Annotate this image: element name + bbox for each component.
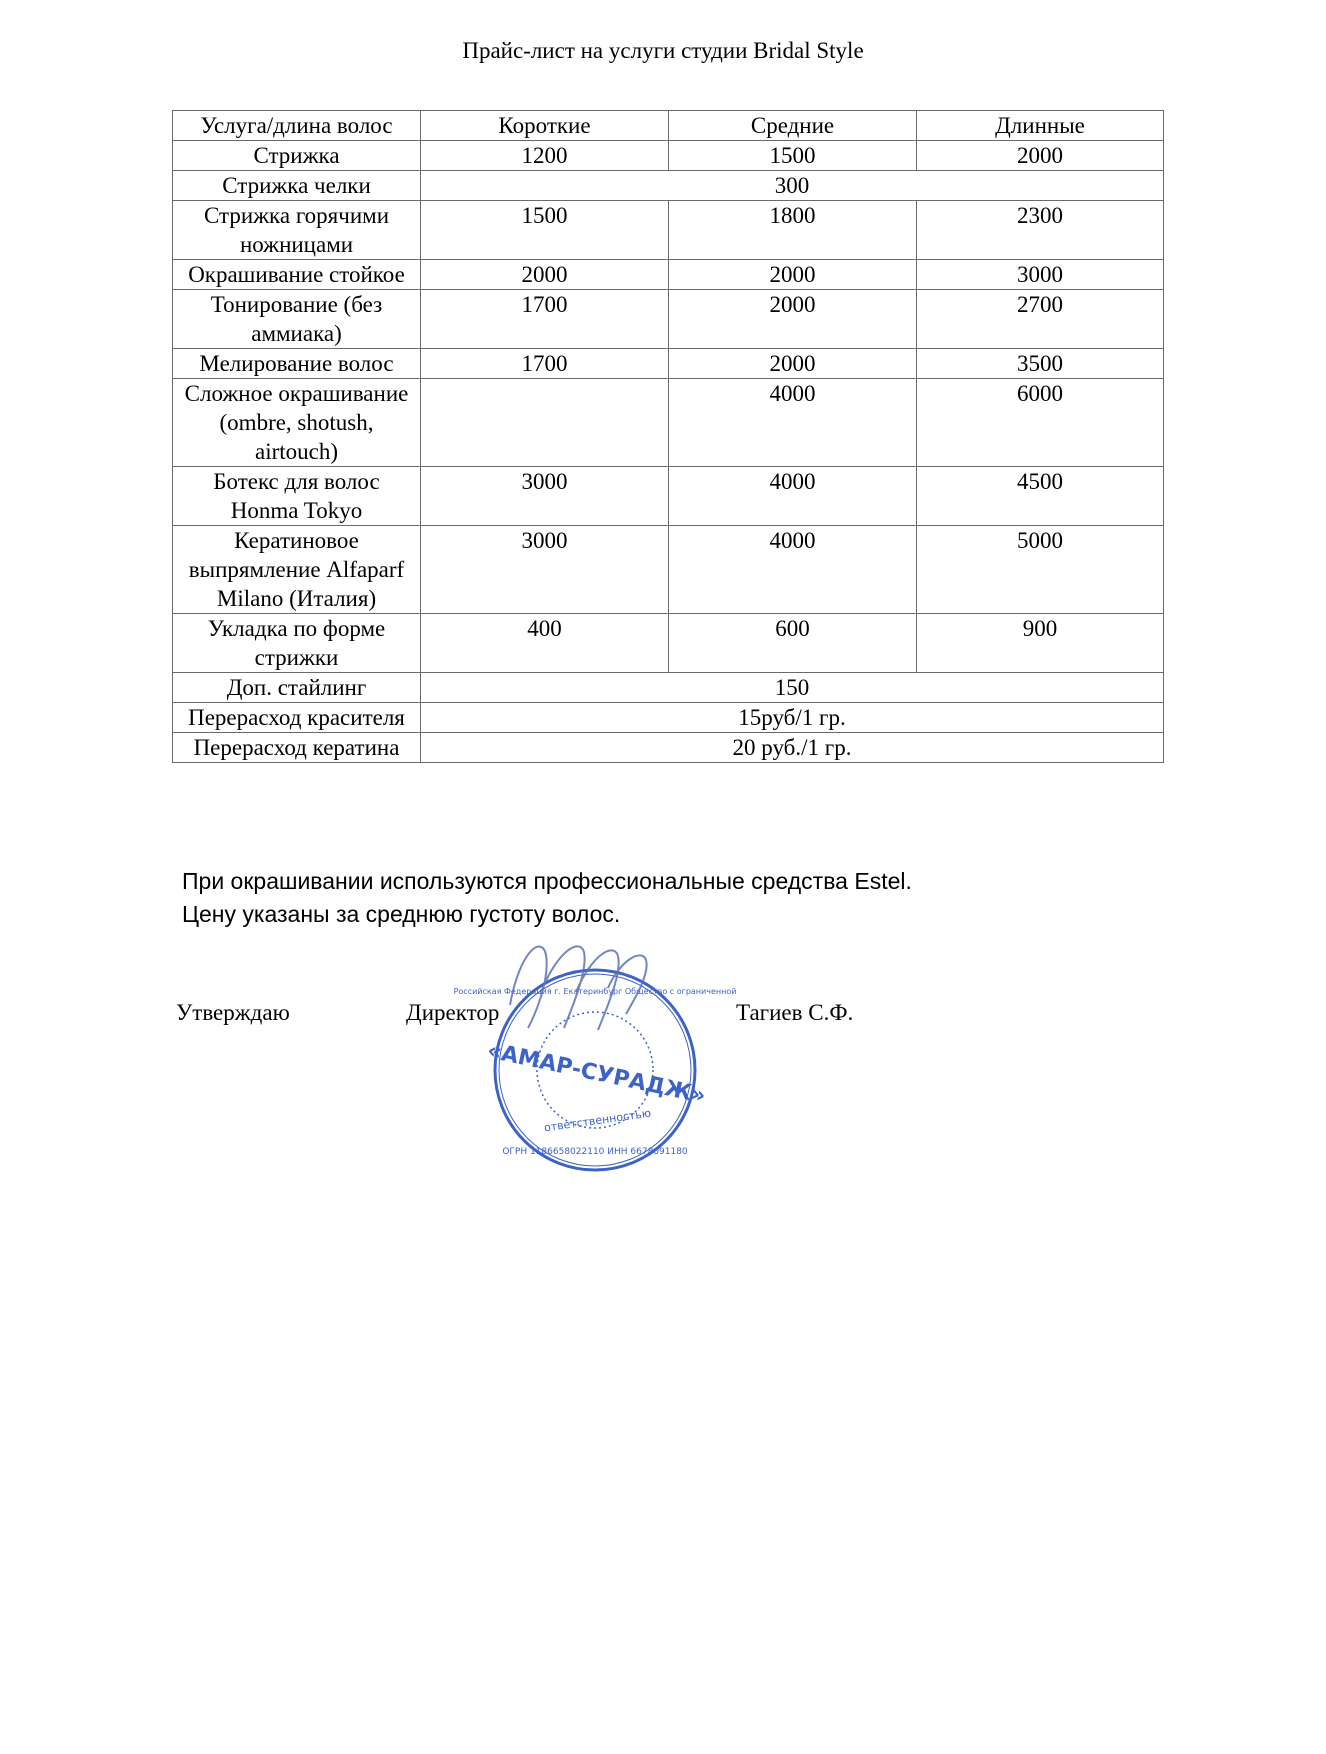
header-medium: Средние: [669, 111, 917, 141]
page-title: Прайс-лист на услуги студии Bridal Style: [462, 38, 864, 63]
price-long: 3000: [917, 260, 1164, 290]
service-cell: Ботекс для волос Honma Tokyo: [173, 467, 421, 526]
price-long: 4500: [917, 467, 1164, 526]
note-density: Цену указаны за среднюю густоту волос.: [182, 901, 621, 927]
service-cell: Тонирование (без аммиака): [173, 290, 421, 349]
header-service: Услуга/длина волос: [173, 111, 421, 141]
table-row: [173, 614, 1164, 673]
price-medium: 4000: [669, 379, 917, 467]
table-row: [173, 379, 1164, 467]
approve-label: Утверждаю: [176, 1000, 290, 1025]
price-all: 15руб/1 гр.: [421, 703, 1164, 733]
service-cell: Доп. стайлинг: [173, 673, 421, 703]
price-medium: 2000: [669, 349, 917, 379]
price-medium: 600: [669, 614, 917, 673]
table-row: [173, 467, 1164, 526]
table-row: [173, 673, 1164, 703]
stamp-company-name: «АМАР-СУРАДЖ»: [484, 1038, 708, 1109]
table-row: [173, 703, 1164, 733]
price-medium: 2000: [669, 290, 917, 349]
service-cell: Укладка по форме стрижки: [173, 614, 421, 673]
table-row: [173, 171, 1164, 201]
price-long: 3500: [917, 349, 1164, 379]
table-row: [173, 141, 1164, 171]
service-cell: Стрижка челки: [173, 171, 421, 201]
price-medium: 1500: [669, 141, 917, 171]
table-row: [173, 349, 1164, 379]
service-cell: Мелирование волос: [173, 349, 421, 379]
table-row: [173, 260, 1164, 290]
price-short: 3000: [421, 526, 669, 614]
service-cell: Перерасход красителя: [173, 703, 421, 733]
service-cell: Стрижка горячими ножницами: [173, 201, 421, 260]
price-medium: 4000: [669, 467, 917, 526]
service-cell: Перерасход кератина: [173, 733, 421, 763]
table-row: [173, 526, 1164, 614]
stamp-bottom-text: ответственностью: [543, 1106, 652, 1135]
service-cell: Стрижка: [173, 141, 421, 171]
table-row: [173, 201, 1164, 260]
price-short: 1500: [421, 201, 669, 260]
note-estel: При окрашивании используются профессиональные средства Estel.: [182, 868, 912, 894]
price-medium: 2000: [669, 260, 917, 290]
price-long: 2000: [917, 141, 1164, 171]
price-all: 20 руб./1 гр.: [421, 733, 1164, 763]
price-long: 5000: [917, 526, 1164, 614]
price-short: 1700: [421, 349, 669, 379]
table-row: [173, 733, 1164, 763]
price-short: 2000: [421, 260, 669, 290]
price-long: 2700: [917, 290, 1164, 349]
table-header-row: [173, 111, 1164, 141]
price-short: [421, 379, 669, 467]
price-all: 300: [421, 171, 1164, 201]
price-long: 900: [917, 614, 1164, 673]
service-cell: Окрашивание стойкое: [173, 260, 421, 290]
price-long: 2300: [917, 201, 1164, 260]
price-short: 1200: [421, 141, 669, 171]
header-short: Короткие: [421, 111, 669, 141]
price-long: 6000: [917, 379, 1164, 467]
director-label: Директор: [406, 1000, 500, 1025]
price-medium: 4000: [669, 526, 917, 614]
director-name: Тагиев С.Ф.: [736, 1000, 854, 1025]
price-medium: 1800: [669, 201, 917, 260]
price-short: 1700: [421, 290, 669, 349]
service-cell: Сложное окрашивание (ombre, shotush, airtouch): [173, 379, 421, 467]
header-long: Длинные: [917, 111, 1164, 141]
price-short: 3000: [421, 467, 669, 526]
price-short: 400: [421, 614, 669, 673]
price-all: 150: [421, 673, 1164, 703]
price-table: [172, 110, 1164, 763]
table-row: [173, 290, 1164, 349]
stamp-registration-numbers: ОГРН 1186658022110 ИНН 6678091180: [502, 1147, 688, 1157]
service-cell: Кератиновое выпрямление Alfaparf Milano (Италия): [173, 526, 421, 614]
stamp-top-text: Российская Федерация г. Екатеринбург Общество с ограниченной: [453, 987, 737, 996]
